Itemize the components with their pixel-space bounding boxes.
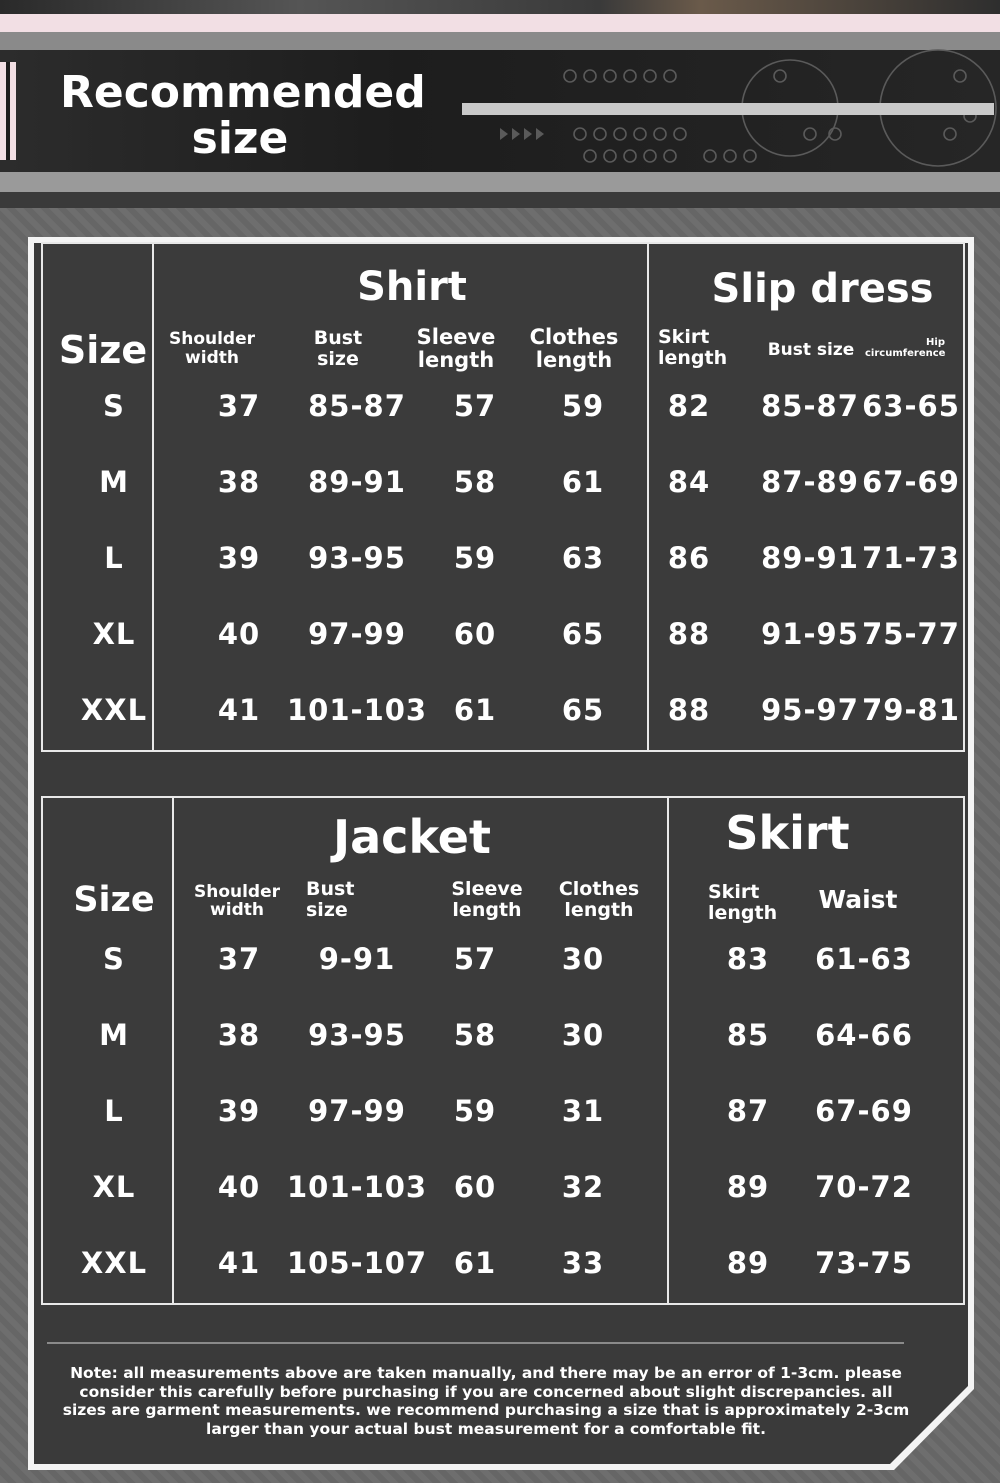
jacket-title: Jacket [333, 810, 491, 864]
jacket-cell: 61 [453, 1246, 497, 1280]
dress-col-bust-size: Bust size [767, 340, 855, 360]
jacket-col-sleeve-length: Sleeve length [451, 878, 523, 921]
skirt-col-waist: Waist [818, 885, 898, 914]
shirt-col-clothes-length: Clothes length [529, 325, 619, 372]
dress-col-hip-circumference: Hip circumference [865, 337, 946, 359]
jacket-cell: 9-91 [318, 942, 396, 976]
jacket-cell: 31 [561, 1094, 605, 1128]
page-title: Recommended size [60, 67, 426, 164]
dress-cell: 88 [667, 617, 711, 651]
jacket-col-shoulder-width: Shoulder width [193, 882, 281, 920]
shirt-cell: 65 [561, 617, 605, 651]
size-header: Size [73, 880, 155, 920]
slip-dress-title: Slip dress [711, 266, 934, 312]
dark-band [0, 192, 1000, 208]
product-photo-strip [0, 0, 1000, 14]
pink-accent-strip [0, 14, 1000, 32]
jacket-cell: 59 [453, 1094, 497, 1128]
jacket-cell: 97-99 [308, 1094, 406, 1128]
dress-cell: 75-77 [862, 617, 960, 651]
jacket-cell: 30 [561, 1018, 605, 1052]
shirt-cell: 58 [453, 465, 497, 499]
dress-cell: 84 [667, 465, 711, 499]
header-divider [462, 103, 994, 115]
dress-cell: 91-95 [761, 617, 859, 651]
measurement-note: Note: all measurements above are taken manually, and there may be an error of 1-3cm. please consider this carefully before purchasing if you are concerned about slight discrepancies. all sizes are garment measurements. we recommend purchasing a size that is approximately 2-3cm larger than your actual bust measurement for a comfortable fit. [62, 1364, 910, 1438]
dress-cell: 82 [667, 389, 711, 423]
shirt-cell: 59 [453, 541, 497, 575]
skirt-cell: 87 [726, 1094, 770, 1128]
jacket-cell: 30 [561, 942, 605, 976]
jacket-cell: 101-103 [287, 1170, 428, 1204]
shirt-cell: 97-99 [308, 617, 406, 651]
skirt-cell: 89 [726, 1246, 770, 1280]
size-cell: XL [92, 1170, 136, 1204]
jacket-cell: 58 [453, 1018, 497, 1052]
jacket-cell: 57 [453, 942, 497, 976]
shirt-col-shoulder-width: Shoulder width [168, 329, 256, 368]
dress-cell: 89-91 [761, 541, 859, 575]
shirt-cell: 39 [217, 541, 261, 575]
size-cell: L [104, 541, 124, 575]
skirt-cell: 89 [726, 1170, 770, 1204]
dress-cell: 85-87 [761, 389, 859, 423]
dress-cell: 71-73 [862, 541, 960, 575]
shirt-cell: 40 [217, 617, 261, 651]
jacket-cell: 37 [217, 942, 261, 976]
jacket-cell: 105-107 [287, 1246, 428, 1280]
skirt-col-skirt-length: Skirt length [708, 881, 778, 924]
size-cell: XXL [80, 693, 148, 727]
dress-cell: 88 [667, 693, 711, 727]
shirt-cell: 65 [561, 693, 605, 727]
jacket-cell: 41 [217, 1246, 261, 1280]
dress-col-skirt-length: Skirt length [658, 326, 728, 369]
jacket-cell: 32 [561, 1170, 605, 1204]
gray-band [0, 172, 1000, 192]
shirt-cell: 85-87 [308, 389, 406, 423]
skirt-cell: 64-66 [815, 1018, 913, 1052]
shirt-cell: 61 [561, 465, 605, 499]
jacket-col-bust-size: Bust size [306, 878, 355, 921]
jacket-cell: 40 [217, 1170, 261, 1204]
shirt-cell: 89-91 [308, 465, 406, 499]
skirt-cell: 83 [726, 942, 770, 976]
shirt-cell: 61 [453, 693, 497, 727]
size-cell: XXL [80, 1246, 148, 1280]
shirt-cell: 38 [217, 465, 261, 499]
dress-cell: 86 [667, 541, 711, 575]
shirt-cell: 37 [217, 389, 261, 423]
header-pink-bar [0, 62, 16, 160]
size-cell: XL [92, 617, 136, 651]
size-cell: S [103, 942, 125, 976]
shirt-cell: 59 [561, 389, 605, 423]
jacket-cell: 93-95 [308, 1018, 406, 1052]
size-cell: M [99, 1018, 129, 1052]
jacket-cell: 38 [217, 1018, 261, 1052]
size-header: Size [58, 328, 148, 372]
size-cell: S [103, 389, 125, 423]
dress-cell: 95-97 [761, 693, 859, 727]
jacket-cell: 60 [453, 1170, 497, 1204]
shirt-cell: 57 [453, 389, 497, 423]
shirt-cell: 60 [453, 617, 497, 651]
skirt-title: Skirt [725, 806, 850, 860]
size-cell: L [104, 1094, 124, 1128]
jacket-cell: 33 [561, 1246, 605, 1280]
skirt-cell: 67-69 [815, 1094, 913, 1128]
dress-cell: 87-89 [761, 465, 859, 499]
shirt-col-sleeve-length: Sleeve length [416, 325, 496, 372]
shirt-cell: 63 [561, 541, 605, 575]
dress-cell: 63-65 [862, 389, 960, 423]
dress-cell: 67-69 [862, 465, 960, 499]
jacket-col-clothes-length: Clothes length [558, 878, 640, 921]
skirt-cell: 61-63 [815, 942, 913, 976]
size-cell: M [99, 465, 129, 499]
shirt-cell: 41 [217, 693, 261, 727]
shirt-cell: 101-103 [287, 693, 428, 727]
skirt-cell: 73-75 [815, 1246, 913, 1280]
skirt-cell: 70-72 [815, 1170, 913, 1204]
dress-cell: 79-81 [862, 693, 960, 727]
shirt-cell: 93-95 [308, 541, 406, 575]
shirt-col-bust-size: Bust size [313, 327, 363, 370]
skirt-cell: 85 [726, 1018, 770, 1052]
note-divider [47, 1342, 904, 1344]
shirt-title: Shirt [357, 264, 467, 310]
jacket-cell: 39 [217, 1094, 261, 1128]
